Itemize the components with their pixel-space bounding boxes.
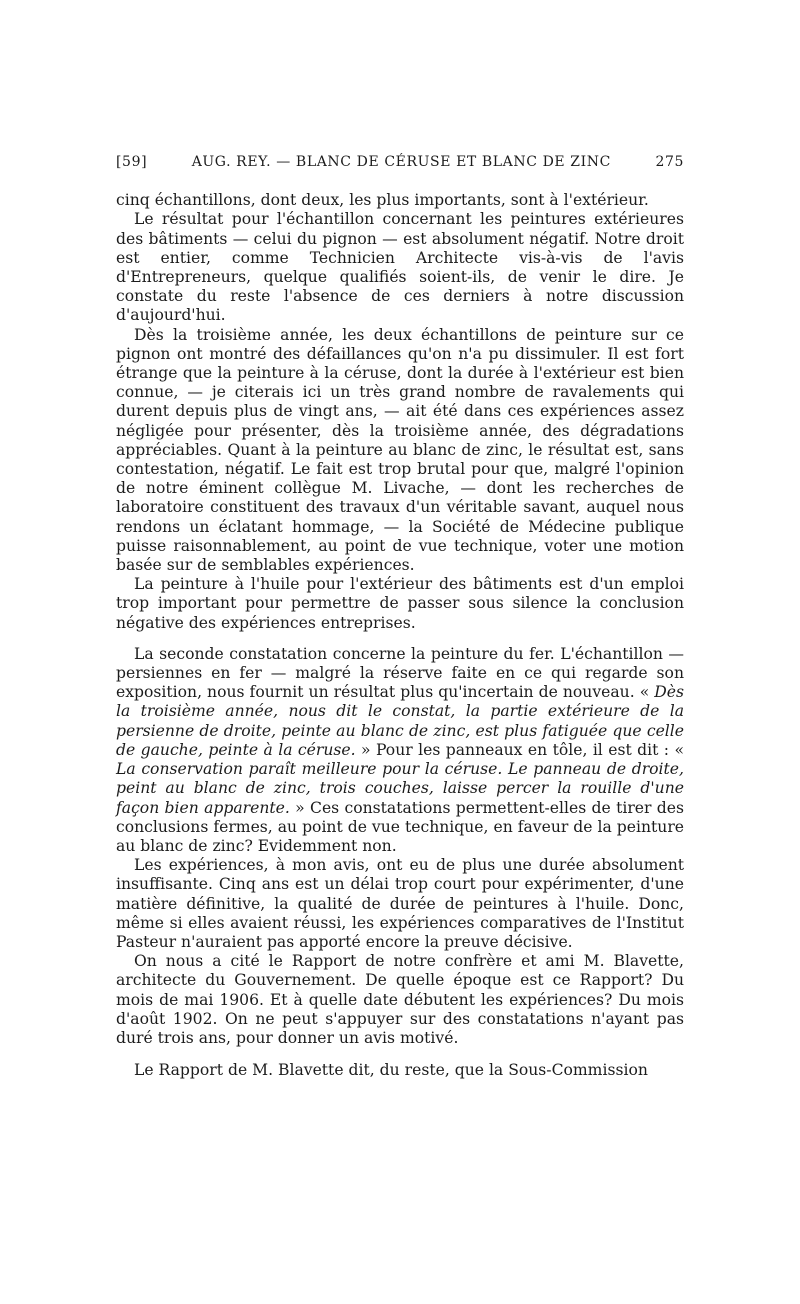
running-title: AUG. REY. — BLANC DE CÉRUSE ET BLANC DE ZINC xyxy=(191,154,611,170)
paragraph-6: Les expériences, à mon avis, ont eu de plus une durée absolument insuffisante. Cinq ans est un délai trop court pour expérimenter, d'une matière définitive, la qualité de durée de peintures à l'huile. Donc, même si elles avaient réussi, les expériences comparatives de l'Institut Pasteur n'auraient pas apporté encore la preuve décisive. xyxy=(116,856,684,951)
page-reference: [59] xyxy=(116,154,148,170)
paragraph-2: Le résultat pour l'échantillon concernant les peintures extérieures des bâtiments — celui du pignon — est absolument négatif. Notre droit est entier, comme Technicien Architecte vis-à-vis de l'avis d'Entrepreneurs, quelque qualifiés soient-ils, de venir le dire. Je constate du reste l'absence de ces derniers à notre discussion d'aujourd'hui. xyxy=(116,210,684,325)
paragraph-3: Dès la troisième année, les deux échantillons de peinture sur ce pignon ont montré des défaillances qu'on n'a pu dissimuler. Il est fort étrange que la peinture à la céruse, dont la durée à l'extérieur est bien connue, — je citerais ici un très grand nombre de ravalements qui durent depuis plus de vingt ans, — ait été dans ces expériences assez négligée pour présenter, dès la troisième année, des dégradations appréciables. Quant à la peinture au blanc de zinc, le résultat est, sans contestation, négatif. Le fait est trop brutal pour que, malgré l'opinion de notre éminent collègue M. Livache, — dont les recherches de laboratoire constituent des travaux d'un véritable savant, auquel nous rendons un éclatant hommage, — la Société de Médecine publique puisse raisonnablement, au point de vue technique, voter une motion basée sur de semblables expériences. xyxy=(116,325,684,575)
paragraph-1: cinq échantillons, dont deux, les plus importants, sont à l'extérieur. xyxy=(116,191,649,210)
paragraph-5-text-c: » Ces constatations permettent-elles de tirer des conclusions fermes, au point de vue technique, en faveur de la peinture au blanc de zinc? Evidemment non. xyxy=(116,798,684,855)
quotation-persienne: Dès la troisième année, nous dit le constat, la partie extérieure de la persienne de droite, peinte au blanc de zinc, est plus fatiguée que celle de gauche, peinte à la céruse. xyxy=(116,683,684,759)
paragraph-4: La peinture à l'huile pour l'extérieur des bâtiments est d'un emploi trop important pour permettre de passer sous silence la conclusion négative des expériences entreprises. xyxy=(116,575,684,632)
paragraph-5-text-a: La seconde constatation concerne la peinture du fer. L'échantillon — persiennes en fer — malgré la réserve faite en ce qui regarde son exposition, nous fournit un résultat plus qu'incertain de nouveau. « xyxy=(116,644,684,702)
book-page xyxy=(116,153,684,1080)
paragraph-7: On nous a cité le Rapport de notre confrère et ami M. Blavette, architecte du Gouvernement. De quelle époque est ce Rapport? Du mois de mai 1906. Et à quelle date débutent les expériences? Du mois d'août 1902. On ne peut s'appuyer sur des constatations n'ayant pas duré trois ans, pour donner un avis motivé. xyxy=(116,952,684,1047)
paragraph-8: Le Rapport de M. Blavette dit, du reste, que la Sous-Commission xyxy=(134,1061,648,1080)
paragraph-5-text-b: » Pour les panneaux en tôle, il est dit : « xyxy=(355,740,685,759)
quotation-panneau: La conservation paraît meilleure pour la céruse. Le panneau de droite, peint au blanc de zinc, trois couches, laisse percer la rouille d'une façon bien apparente. xyxy=(116,760,684,817)
page-number: 275 xyxy=(655,154,684,170)
running-head xyxy=(116,153,684,172)
paragraph-5 xyxy=(116,645,684,856)
